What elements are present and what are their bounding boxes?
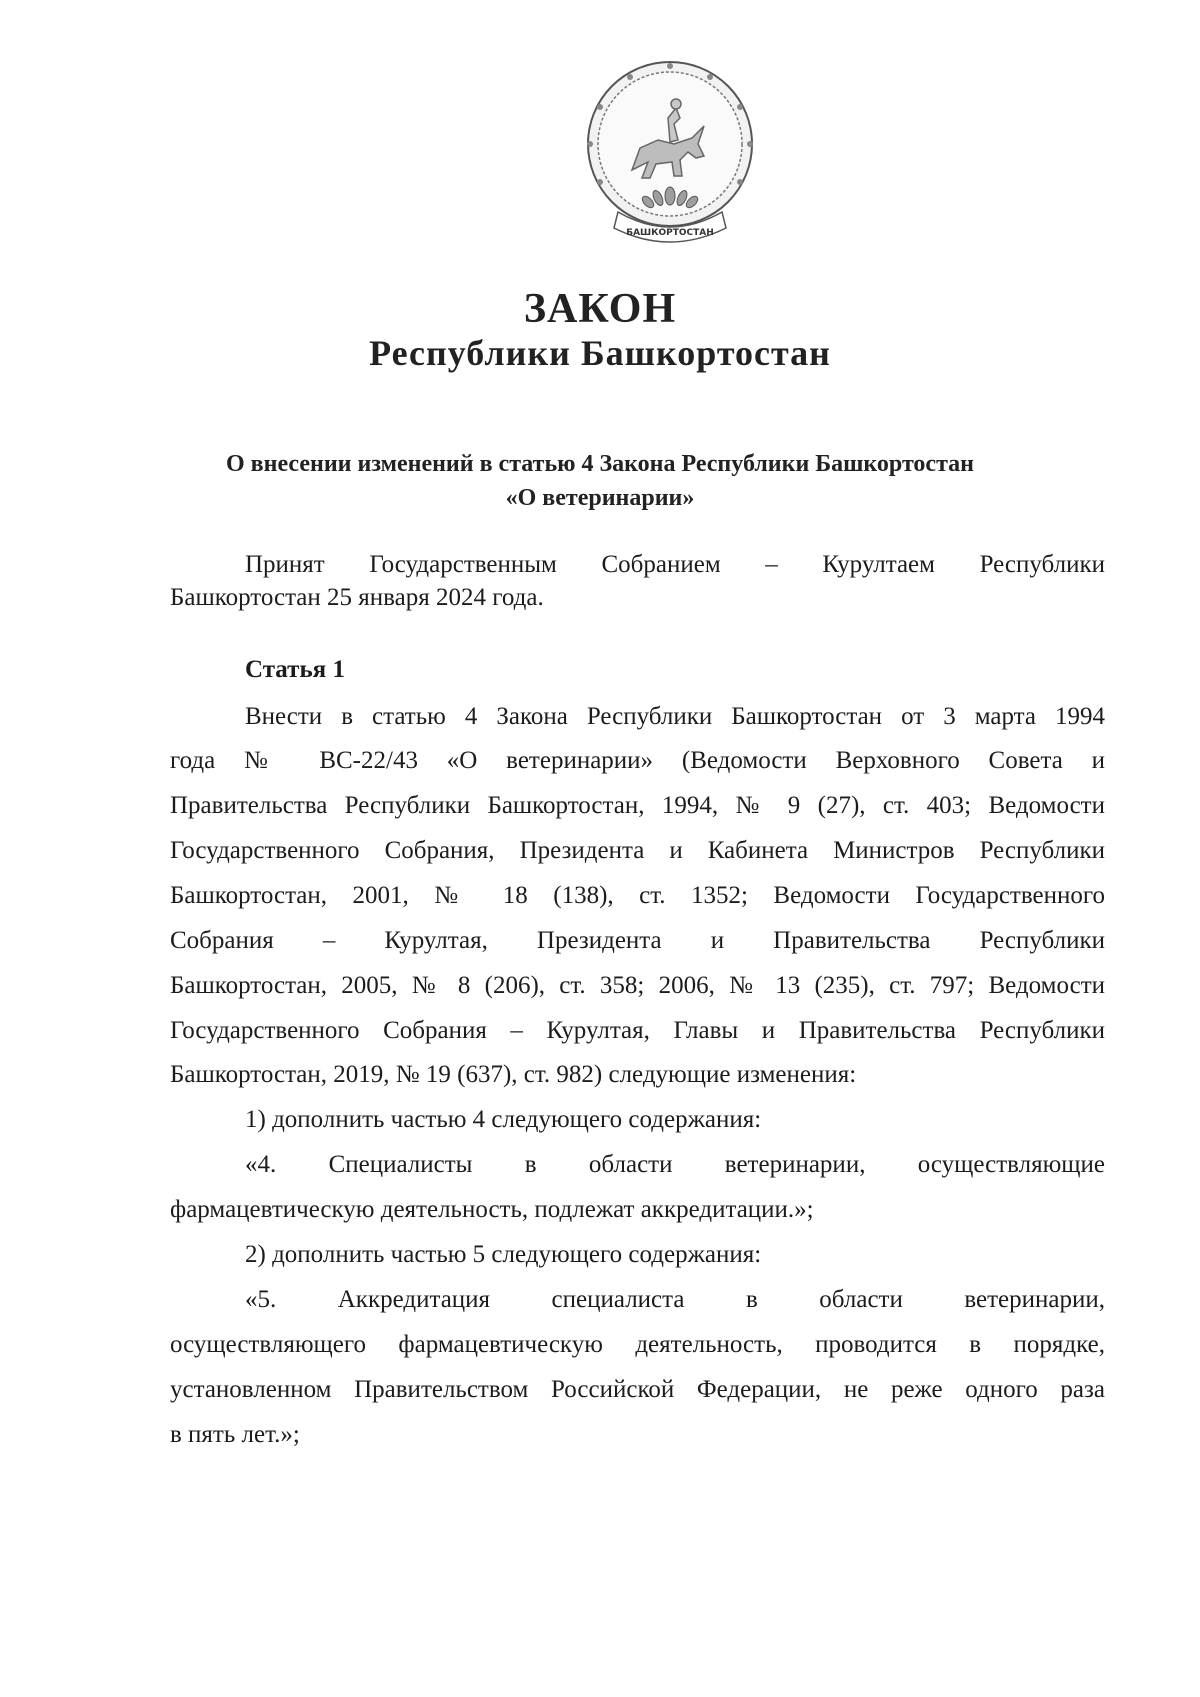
quote-part-5-line: осуществляющего фармацевтическую деятельность, проводится в порядке, <box>170 1331 1105 1358</box>
article-text-line: Башкортостан, 2005, № 8 (206), ст. 358; 2006, № 13 (235), ст. 797; Ведомости <box>170 972 1105 999</box>
article-text-line: Государственного Собрания, Президента и Кабинета Министров Республики <box>170 837 1105 864</box>
document-title: ЗАКОН <box>523 286 677 332</box>
article-text-line: Башкортостан, 2001, № 18 (138), ст. 1352; Ведомости Государственного <box>170 882 1105 909</box>
quote-part-4-line: фармацевтическую деятельность, подлежат аккредитации.»; <box>170 1196 814 1223</box>
quote-part-5-line: в пять лет.»; <box>170 1421 300 1448</box>
coat-of-arms-icon <box>570 52 770 252</box>
ribbon-text: БАШКОРТОСТАН <box>626 228 714 238</box>
quote-part-5-line: «5. Аккредитация специалиста в области ветеринарии, <box>245 1286 1105 1313</box>
quote-part-4-line: «4. Специалисты в области ветеринарии, осуществляющие <box>245 1151 1105 1178</box>
law-title-line-2: «О ветеринарии» <box>505 485 695 511</box>
article-heading: Статья 1 <box>245 656 345 683</box>
amendment-item-1: 1) дополнить частью 4 следующего содержания: <box>245 1106 762 1133</box>
article-text-line: Собрания – Курултая, Президента и Правительства Республики <box>170 927 1105 954</box>
article-text-line: Внести в статью 4 Закона Республики Башкортостан от 3 марта 1994 <box>245 703 1105 730</box>
article-text-line: Правительства Республики Башкортостан, 1994, № 9 (27), ст. 403; Ведомости <box>170 792 1105 819</box>
adopted-line-2: Башкортостан 25 января 2024 года. <box>170 584 544 611</box>
coat-of-arms-emblem <box>570 52 770 252</box>
quote-part-5-line: установленном Правительством Российской Федерации, не реже одного раза <box>170 1376 1105 1403</box>
amendment-item-2: 2) дополнить частью 5 следующего содержания: <box>245 1241 762 1268</box>
article-text-line: Государственного Собрания – Курултая, Главы и Правительства Республики <box>170 1017 1105 1044</box>
article-text-line: Башкортостан, 2019, № 19 (637), ст. 982) следующие изменения: <box>170 1061 857 1088</box>
law-title-line-1: О внесении изменений в статью 4 Закона Республики Башкортостан <box>226 451 974 477</box>
article-text-line: года № ВС-22/43 «О ветеринарии» (Ведомости Верховного Совета и <box>170 747 1105 774</box>
adopted-line-1: Принят Государственным Собранием – Курултаем Республики <box>245 551 1105 578</box>
document-subtitle: Республики Башкортостан <box>369 333 831 373</box>
